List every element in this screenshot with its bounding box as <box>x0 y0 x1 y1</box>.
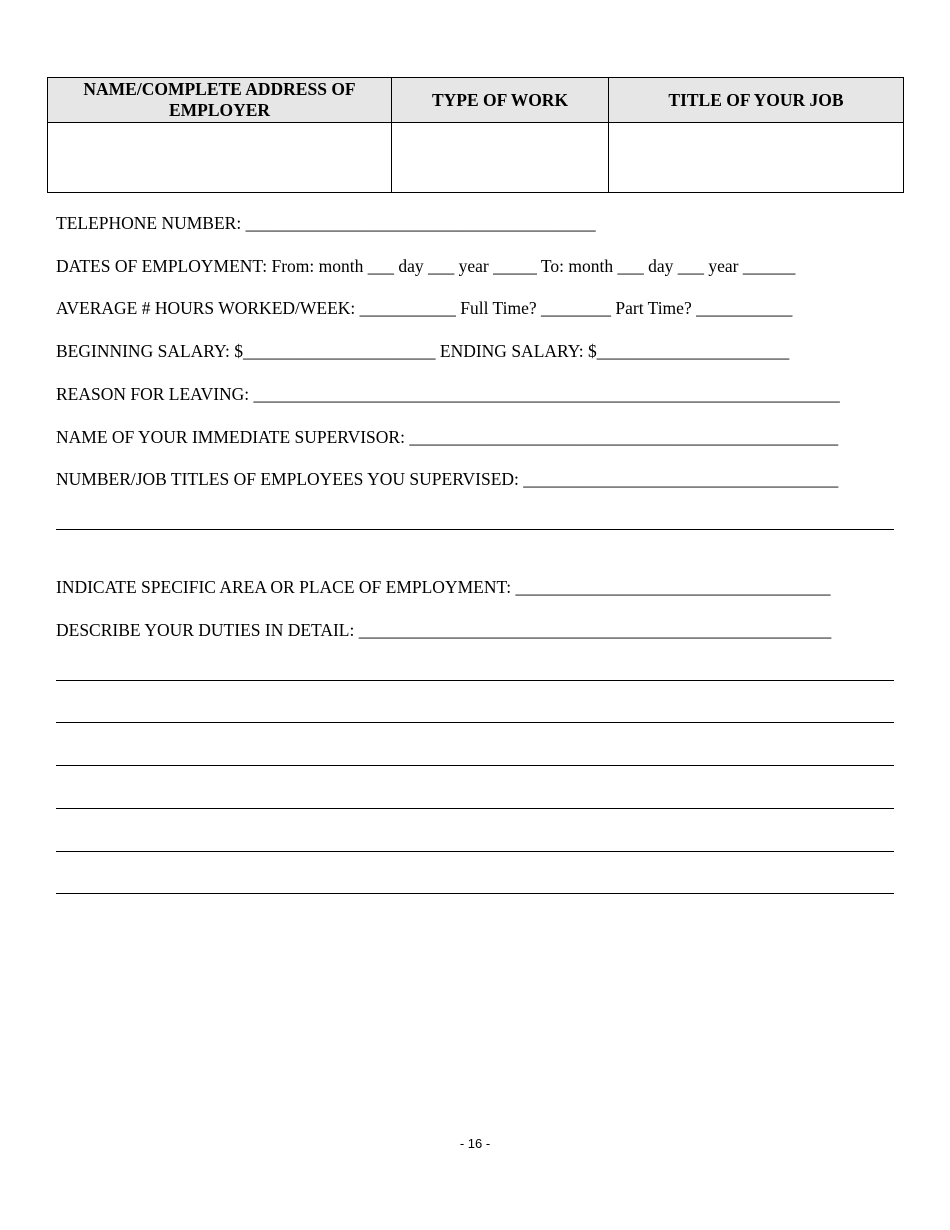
duties-continuation-line[interactable] <box>56 893 894 894</box>
duties-continuation-line[interactable] <box>56 851 894 852</box>
place-of-employment-field[interactable]: INDICATE SPECIFIC AREA OR PLACE OF EMPLOYMENT: ____________________________________ <box>56 577 831 597</box>
reason-for-leaving-field[interactable]: REASON FOR LEAVING: ___________________________________________________________________ <box>56 384 840 404</box>
header-type-of-work: TYPE OF WORK <box>392 78 609 123</box>
duties-continuation-line[interactable] <box>56 722 894 723</box>
page-number: - 16 - <box>459 1136 491 1151</box>
employer-table <box>47 77 904 193</box>
salary-field[interactable]: BEGINNING SALARY: $______________________ ENDING SALARY: $______________________ <box>56 341 790 361</box>
duties-continuation-line[interactable] <box>56 808 894 809</box>
header-job-title: TITLE OF YOUR JOB <box>609 78 904 123</box>
type-of-work-cell[interactable] <box>392 123 609 193</box>
duties-field[interactable]: DESCRIBE YOUR DUTIES IN DETAIL: ______________________________________________________ <box>56 620 832 640</box>
employer-name-address-cell[interactable] <box>48 123 392 193</box>
hours-worked-field[interactable]: AVERAGE # HOURS WORKED/WEEK: ___________ Full Time? ________ Part Time? ___________ <box>56 298 793 318</box>
employees-supervised-field[interactable]: NUMBER/JOB TITLES OF EMPLOYEES YOU SUPERVISED: ____________________________________ <box>56 469 839 489</box>
dates-of-employment-field[interactable]: DATES OF EMPLOYMENT: From: month ___ day ___ year _____ To: month ___ day ___ year ______ <box>56 256 796 276</box>
duties-continuation-line[interactable] <box>56 680 894 681</box>
employees-supervised-continuation-line[interactable] <box>56 529 894 530</box>
telephone-field[interactable]: TELEPHONE NUMBER: ________________________________________ <box>56 213 596 233</box>
header-employer-name-address: NAME/COMPLETE ADDRESS OF EMPLOYER <box>48 78 392 123</box>
duties-continuation-line[interactable] <box>56 765 894 766</box>
job-title-cell[interactable] <box>609 123 904 193</box>
supervisor-name-field[interactable]: NAME OF YOUR IMMEDIATE SUPERVISOR: _________________________________________________ <box>56 427 839 447</box>
